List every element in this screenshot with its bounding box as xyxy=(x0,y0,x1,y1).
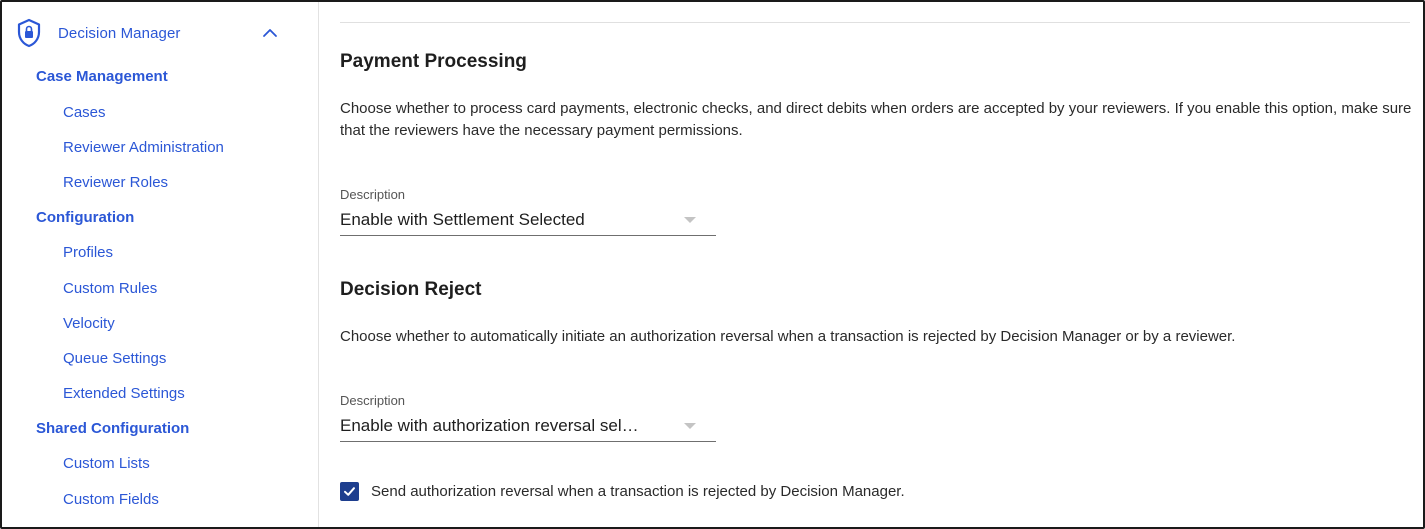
sidebar-item-cases[interactable]: Cases xyxy=(63,104,106,121)
sidebar-item-profiles[interactable]: Profiles xyxy=(63,244,114,261)
auth-reversal-checkbox[interactable] xyxy=(340,482,359,501)
sidebar-item-custom-rules[interactable]: Custom Rules xyxy=(63,280,158,297)
sidebar-item-custom-fields[interactable]: Custom Fields xyxy=(63,491,159,508)
sidebar-item-reviewer-administration[interactable]: Reviewer Administration xyxy=(63,139,224,156)
caret-down-icon xyxy=(684,217,696,223)
chevron-up-icon[interactable] xyxy=(262,28,278,38)
decision-reject-title: Decision Reject xyxy=(340,279,482,300)
payment-processing-select[interactable] xyxy=(340,208,716,236)
sidebar-item-label: Decision Manager xyxy=(58,24,181,42)
shield-lock-icon xyxy=(16,18,42,48)
sidebar-group-configuration[interactable]: Configuration xyxy=(36,209,135,226)
sidebar-item-velocity[interactable]: Velocity xyxy=(63,315,115,332)
sidebar-item-decision-manager[interactable] xyxy=(16,18,286,48)
decision-reject-description: Choose whether to automatically initiate an authorization reversal when a transaction is rejected by Decision Manager or by a reviewer. xyxy=(340,328,1236,345)
checkmark-icon xyxy=(343,485,356,498)
sidebar-group-shared-configuration[interactable]: Shared Configuration xyxy=(36,420,190,437)
decision-reject-selected-value: Enable with authorization reversal sel… xyxy=(340,416,639,435)
auth-reversal-checkbox-row[interactable] xyxy=(340,482,905,501)
main-content xyxy=(320,2,1425,529)
sidebar-item-queue-settings[interactable]: Queue Settings xyxy=(63,350,167,367)
sidebar-group-case-management[interactable]: Case Management xyxy=(36,68,168,85)
sidebar-item-extended-settings[interactable]: Extended Settings xyxy=(63,385,185,402)
payment-processing-title: Payment Processing xyxy=(340,51,527,72)
decision-reject-field-label: Description xyxy=(340,393,406,408)
decision-reject-select[interactable] xyxy=(340,414,716,442)
payment-processing-selected-value: Enable with Settlement Selected xyxy=(340,210,585,229)
section-divider xyxy=(340,22,1410,23)
payment-processing-description: Choose whether to process card payments, electronic checks, and direct debits when orders are accepted by your reviewers. If you enable this option, make sure that the reviewers have the necessary payment permissions. xyxy=(340,100,1412,139)
payment-processing-field-label: Description xyxy=(340,187,406,202)
caret-down-icon xyxy=(684,423,696,429)
sidebar-item-custom-lists[interactable]: Custom Lists xyxy=(63,455,150,472)
auth-reversal-checkbox-label: Send authorization reversal when a transaction is rejected by Decision Manager. xyxy=(371,483,905,500)
sidebar-item-reviewer-roles[interactable]: Reviewer Roles xyxy=(63,174,169,191)
sidebar xyxy=(2,2,319,529)
